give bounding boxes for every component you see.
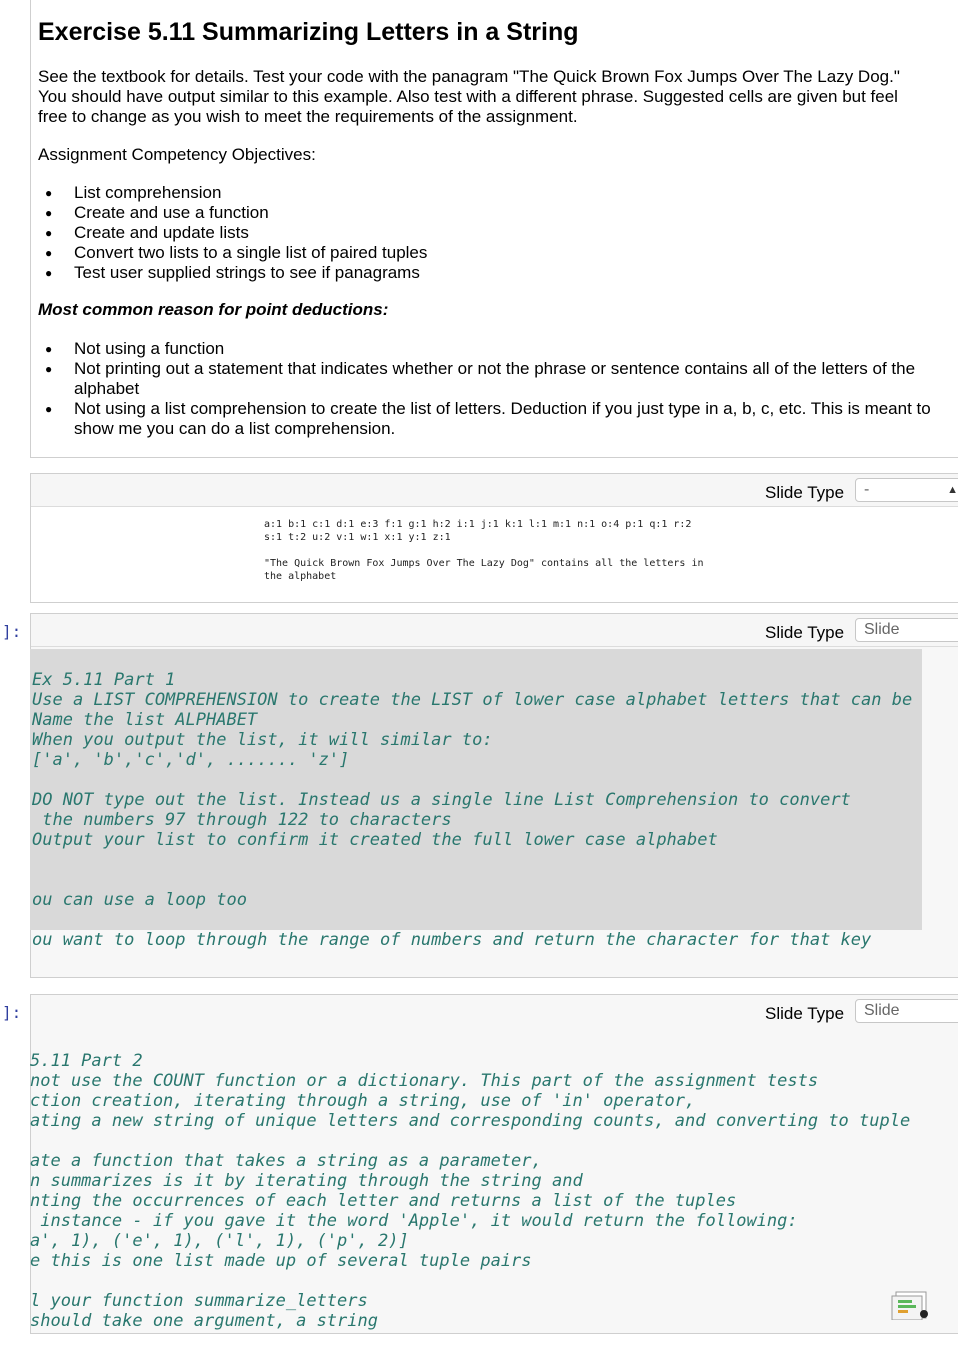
- output-line: "The Quick Brown Fox Jumps Over The Lazy Dog" contains all the letters in: [264, 558, 704, 569]
- raw-line: ate a function that takes a string as a parameter,: [30, 1151, 542, 1171]
- raw-line: should take one argument, a string: [30, 1311, 378, 1331]
- raw-line: When you output the list, it will similar to:: [32, 730, 493, 750]
- raw-cell-text: [30, 1031, 910, 1351]
- chevron-updown-icon: ▲: [947, 484, 958, 496]
- cell-prompt: ]:: [2, 1003, 22, 1022]
- intro-line-1: See the textbook for details. Test your code with the panagram "The Quick Brown Fox Jumps Over The Lazy Dog.": [38, 67, 900, 86]
- list-item: ● Create and update lists: [38, 223, 427, 243]
- raw-line: instance - if you gave it the word 'Apple', it would return the following:: [30, 1211, 798, 1231]
- slide-type-value: -: [864, 481, 870, 498]
- list-item: ● Convert two lists to a single list of paired tuples: [38, 243, 427, 263]
- raw-line: n summarizes is it by iterating through the string and: [30, 1171, 583, 1191]
- slide-type-label: Slide Type: [765, 623, 845, 642]
- objectives-heading: Assignment Competency Objectives:: [38, 145, 316, 164]
- intro-line-2: You should have output similar to this example. Also test with a different phrase. Suggested cells are given but feel: [38, 87, 898, 106]
- raw-line: l your function summarize_letters: [30, 1291, 368, 1311]
- raw-line: the numbers 97 through 122 to characters: [32, 810, 452, 830]
- raw-line: ou want to loop through the range of numbers and return the character for that key: [32, 930, 872, 950]
- list-item: ● Not using a function: [38, 339, 948, 359]
- raw-line: ou can use a loop too: [32, 890, 247, 910]
- raw-line: [32, 870, 912, 890]
- raw-line: Ex 5.11 Part 1: [32, 670, 176, 690]
- raw-line: [30, 1131, 910, 1151]
- output-line: a:1 b:1 c:1 d:1 e:3 f:1 g:1 h:2 i:1 j:1 k:1 l:1 m:1 n:1 o:4 p:1 q:1 r:2: [264, 519, 692, 530]
- list-item: ● List comprehension: [38, 183, 427, 203]
- list-item: ● Create and use a function: [38, 203, 427, 223]
- output-line: the alphabet: [264, 571, 337, 582]
- raw-line: ction creation, iterating through a string, use of 'in' operator,: [30, 1091, 696, 1111]
- raw-cell-text: [32, 650, 912, 970]
- raw-line: nting the occurrences of each letter and returns a list of the tuples: [30, 1191, 737, 1211]
- slide-type-label: Slide Type: [765, 1004, 845, 1023]
- intro-line-3: free to change as you wish to meet the requirements of the assignment.: [38, 107, 578, 126]
- raw-line: a', 1), ('e', 1), ('l', 1), ('p', 2)]: [30, 1231, 409, 1251]
- cell-prompt: ]:: [2, 622, 22, 641]
- deductions-heading: Most common reason for point deductions:: [38, 300, 389, 319]
- list-item: ● Not printing out a statement that indicates whether or not the phrase or sentence contains all of the letters of the alphabet: [38, 359, 948, 399]
- list-item: ● Not using a list comprehension to create the list of letters. Deduction if you just type in a, b, c, etc. This is meant to show me you can do a list comprehension.: [38, 399, 948, 439]
- raw-line: ['a', 'b','c','d', ....... 'z']: [32, 750, 350, 770]
- slide-type-label: Slide Type: [765, 483, 845, 502]
- deductions-list: [38, 339, 948, 439]
- raw-line: [32, 770, 912, 790]
- raw-line: [30, 1271, 910, 1291]
- example-output-cell[interactable]: [30, 473, 958, 603]
- page-title: Exercise 5.11 Summarizing Letters in a String: [38, 18, 579, 46]
- slide-type-select[interactable]: [855, 618, 958, 642]
- raw-line: 5.11 Part 2: [30, 1051, 143, 1071]
- raw-line: not use the COUNT function or a dictionary. This part of the assignment tests: [30, 1071, 819, 1091]
- list-item: ● Test user supplied strings to see if panagrams: [38, 263, 427, 283]
- output-line: s:1 t:2 u:2 v:1 w:1 x:1 y:1 z:1: [264, 532, 451, 543]
- slide-type-value: Slide: [864, 621, 900, 638]
- raw-line: ating a new string of unique letters and corresponding counts, and converting to tuple: [30, 1111, 911, 1131]
- notebook-stack-icon[interactable]: [886, 1288, 932, 1320]
- cell-toolbar: [31, 995, 958, 1027]
- cell-toolbar: [31, 474, 958, 507]
- raw-line: Output your list to confirm it created the full lower case alphabet: [32, 830, 718, 850]
- slide-type-select[interactable]: [855, 999, 958, 1023]
- raw-line: e this is one list made up of several tuple pairs: [30, 1251, 532, 1271]
- slide-type-select[interactable]: [855, 478, 958, 502]
- objectives-list: [38, 183, 427, 283]
- raw-line: DO NOT type out the list. Instead us a single line List Comprehension to convert: [32, 790, 851, 810]
- cell-toolbar: [31, 614, 958, 647]
- raw-line: Name the list ALPHABET: [32, 710, 258, 730]
- raw-line: [32, 850, 912, 870]
- slide-type-value: Slide: [864, 1002, 900, 1019]
- raw-line: [32, 910, 912, 930]
- raw-line: Use a LIST COMPREHENSION to create the LIST of lower case alphabet letters that can be: [32, 690, 913, 710]
